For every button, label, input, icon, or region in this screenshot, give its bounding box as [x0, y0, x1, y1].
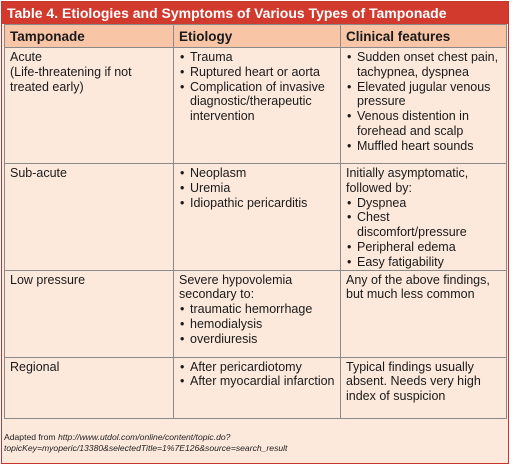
bullet-icon: •: [180, 180, 185, 195]
etiology-intro: Severe hypovolemia secondary to:: [179, 272, 293, 302]
bullet-icon: •: [180, 331, 185, 346]
list-item-text: Muffled heart sounds: [357, 138, 474, 153]
features-intro: Any of the above findings, but much less common: [346, 272, 490, 302]
list-item: [346, 210, 501, 240]
list-item: [179, 65, 335, 80]
list-item-text: Uremia: [190, 180, 231, 195]
list-item-text: Trauma: [190, 50, 233, 64]
list-item: [179, 181, 335, 196]
bullet-icon: •: [180, 316, 185, 331]
list-item: [346, 196, 501, 211]
clinical-features-cell: [341, 270, 507, 357]
bullet-icon: •: [180, 359, 185, 374]
list-item: [179, 50, 335, 65]
list-item: [346, 50, 501, 80]
list-item-text: Sudden onset chest pain, tachypnea, dyspnea: [357, 50, 499, 79]
list-item: [179, 196, 335, 211]
etiology-cell: [174, 164, 341, 271]
tamponade-type-cell: [5, 357, 174, 418]
bullet-icon: •: [180, 50, 185, 64]
features-intro: Typical findings usually absent. Needs very high index of suspicion: [346, 359, 481, 404]
list-item-text: After pericardiotomy: [190, 359, 302, 374]
bullet-icon: •: [347, 50, 352, 64]
tamponade-type: Sub-acute: [10, 166, 67, 180]
bullet-icon: •: [347, 254, 352, 269]
tamponade-type: Low pressure: [10, 272, 86, 287]
tamponade-type: Regional: [10, 359, 60, 374]
features-intro: Initially asymptomatic, followed by:: [346, 166, 469, 195]
table-row: [5, 357, 507, 418]
list-item-text: Venous distention in forehead and scalp: [357, 109, 469, 138]
tamponade-type-cell: [5, 270, 174, 357]
bullet-icon: •: [180, 374, 185, 389]
list-item: [346, 109, 501, 139]
etiology-list: [179, 302, 335, 346]
tamponade-type: Acute: [10, 50, 42, 64]
list-item-text: Neoplasm: [190, 166, 247, 180]
list-item-text: Idiopathic pericarditis: [190, 195, 308, 210]
list-item-text: Complication of invasive diagnostic/therapeutic intervention: [190, 79, 325, 124]
list-item-text: Dyspnea: [357, 195, 407, 210]
header-tamponade: Tamponade: [5, 25, 174, 48]
header-clinical-features: Clinical features: [341, 25, 507, 48]
list-item-text: After myocardial infarction: [190, 374, 335, 389]
source-prefix: Adapted from: [4, 432, 56, 442]
list-item-text: Easy fatigability: [357, 254, 444, 269]
bullet-icon: •: [180, 64, 185, 79]
features-list: [346, 196, 501, 270]
list-item: [179, 374, 335, 389]
list-item-text: Peripheral edema: [357, 239, 456, 254]
bullet-icon: •: [347, 195, 352, 210]
header-row: [5, 25, 507, 48]
bullet-icon: •: [180, 195, 185, 210]
bullet-icon: •: [180, 79, 185, 94]
list-item: [179, 360, 335, 375]
list-item-text: hemodialysis: [190, 316, 263, 331]
table-row: [5, 164, 507, 271]
list-item-text: overdiuresis: [190, 331, 258, 346]
list-item: [179, 166, 335, 181]
etiology-list: [179, 360, 335, 390]
etiology-cell: [174, 48, 341, 164]
bullet-icon: •: [180, 166, 185, 180]
list-item: [179, 332, 335, 347]
bullet-icon: •: [347, 210, 352, 225]
etiology-cell: [174, 357, 341, 418]
tamponade-type-cell: [5, 164, 174, 271]
bullet-icon: •: [347, 239, 352, 254]
etiology-list: [179, 50, 335, 124]
clinical-features-cell: [341, 164, 507, 271]
list-item: [346, 139, 501, 154]
list-item-text: Elevated jugular venous pressure: [357, 79, 491, 109]
features-list: [346, 50, 501, 154]
tamponade-type-cell: [5, 48, 174, 164]
bullet-icon: •: [347, 138, 352, 153]
list-item-text: traumatic hemorrhage: [190, 302, 313, 317]
bullet-icon: •: [180, 302, 185, 317]
etiology-cell: [174, 270, 341, 357]
list-item: [346, 240, 501, 255]
clinical-features-cell: [341, 48, 507, 164]
table-row: [5, 48, 507, 164]
clinical-features-cell: [341, 357, 507, 418]
list-item: [179, 80, 335, 124]
etiology-list: [179, 166, 335, 210]
table-title: Table 4. Etiologies and Symptoms of Various Types of Tamponade: [2, 2, 508, 24]
list-item-text: Ruptured heart or aorta: [190, 64, 320, 79]
table-row: [5, 270, 507, 357]
source-url: http://www.utdol.com/online/content/topic.do?topicKey=myoperic/13380&selectedTitle=1%7E126&source=search_result: [4, 432, 288, 453]
bullet-icon: •: [347, 109, 352, 124]
list-item: [346, 80, 501, 110]
list-item: [179, 317, 335, 332]
tamponade-table: [4, 24, 507, 419]
header-etiology: Etiology: [174, 25, 341, 48]
list-item: [346, 255, 501, 270]
tamponade-type-note: (Life-threatening if not treated early): [10, 64, 132, 94]
source-note: [4, 432, 504, 453]
list-item-text: Chest discomfort/pressure: [357, 210, 467, 240]
bullet-icon: •: [347, 79, 352, 94]
list-item: [179, 302, 335, 317]
table-frame: [1, 1, 509, 464]
